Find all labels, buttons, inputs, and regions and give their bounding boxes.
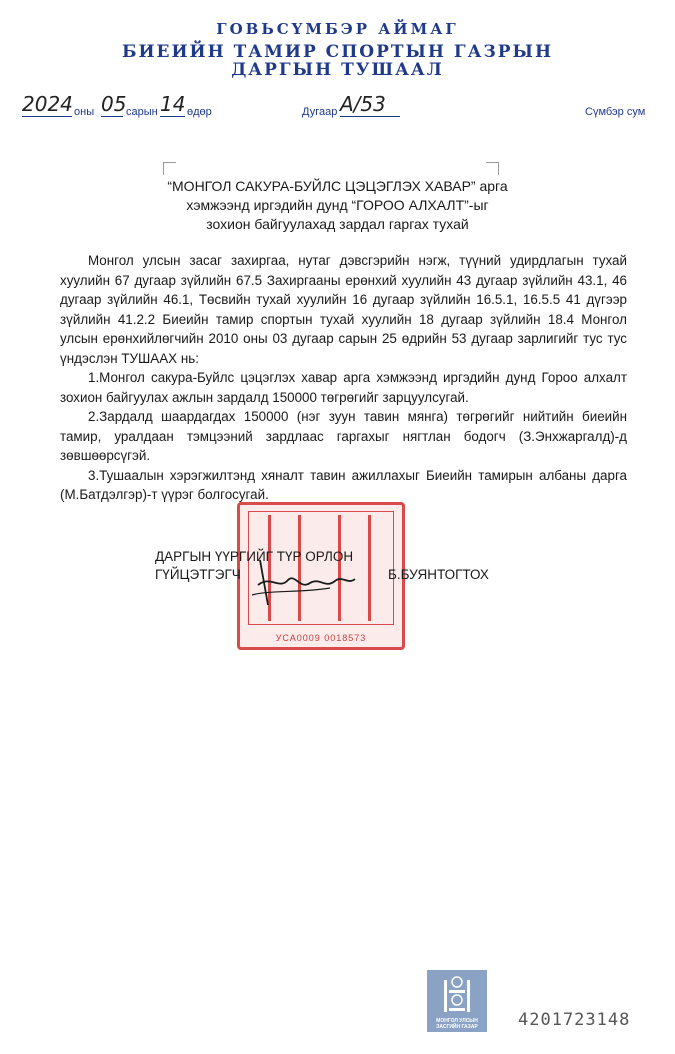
header-agency-region: ГОВЬСҮМБЭР АЙМАГ: [216, 20, 459, 38]
header-agency-name: БИЕИЙН ТАМИР СПОРТЫН ГАЗРЫН: [121, 42, 554, 62]
header-document-type: ДАРГЫН ТУШААЛ: [231, 60, 444, 80]
doc-number: А/53: [340, 92, 400, 117]
date-year-label: оны: [74, 106, 95, 118]
signatory-position-line1: ДАРГЫН ҮҮРГИЙГ ТҮР ОРЛОН: [155, 549, 354, 564]
date-month: 05: [101, 92, 127, 116]
date-year: 2024: [22, 92, 73, 116]
doc-number-label: Дугаар: [302, 106, 338, 118]
government-logo: [427, 970, 487, 1032]
stamp-script-column: [368, 515, 385, 621]
order-body: [60, 251, 627, 505]
document-serial-number: 4201723148: [518, 1010, 631, 1030]
body-item-1: 1.Монгол сакура-Буйлс цэцэглэх хавар арга хэмжээнд иргэдийн дунд Горoo алхалт зохион байгуулах ажлын зардалд 150000 төгрөгийг зарцуулсугай.: [60, 370, 627, 405]
stamp-number: УСА0009 0018573: [275, 633, 367, 643]
body-item-2: 2.Зардалд шаардагдах 150000 (нэг зуун тавин мянга) төгрөгийг нийтийн биеийн тамир, уралдаан тэмцээний зардлаас гаргахыг нягтлан бодогч (З.Энхжаргалд)-д зөвшөөрсүгэй.: [60, 409, 627, 463]
signatory-position-line2: ГҮЙЦЭТГЭГЧ: [155, 567, 241, 582]
place-label: Сүмбэр сум: [585, 106, 646, 118]
order-title-line2: хэмжээнд иргэдийн дунд “ГОРОО АЛХАЛТ”-ыг: [186, 197, 489, 213]
title-corner-left: [163, 162, 176, 175]
logo-caption-line1: МОНГОЛ УЛСЫН: [436, 1018, 478, 1024]
body-item-3: 3.Тушаалын хэрэгжилтэнд хяналт тавин ажиллахыг Биеийн тамирын албаны дарга (М.Батдэлгэр)-т үүрэг болгосугай.: [60, 467, 627, 502]
date-day: 14: [160, 92, 186, 116]
logo-caption-line2: ЗАСГИЙН ГАЗАР: [436, 1024, 478, 1030]
order-title-line1: “МОНГОЛ САКУРА-БУЙЛС ЦЭЦЭГЛЭХ ХАВАР” арга: [167, 178, 508, 194]
date-month-label: сарын: [126, 106, 158, 118]
logo-caption: [427, 1018, 487, 1030]
order-title-line3: зохион байгуулахад зардал гаргах тухай: [206, 216, 469, 232]
signatory-name: Б.БУЯНТОГТОХ: [388, 567, 489, 582]
handwritten-signature: [240, 555, 360, 615]
title-corner-right: [486, 162, 499, 175]
body-intro: Монгол улсын засаг захиргаа, нутаг дэвсгэрийн нэгж, түүний удирдлагын тухай хуулийн 67 дугаар зүйлийн 67.5 Захиргааны ерөнхий хуулийн 43 дугаар зүйлийн 43.1, 46 дугаар зүйлийн 46.1, Төсвийн тухай хуулийн 16 дугаар зүйлийн 16.5.1, 16.5.5 41 дүгээр зүйлийн 41.2.2 Биеийн тамир спортын тухай хуулийн 18 дугаар зүйлийн 18.4 Монгол улсын ерөнхийлөгчийн 2010 оны 03 дугаар сарын 25 өдрийн 53 дугаар зарлигийг тус тус үндэслэн ТУШААХ нь:: [60, 253, 627, 366]
date-day-label: өдөр: [187, 106, 212, 118]
soyombo-emblem-icon: [427, 970, 487, 1018]
